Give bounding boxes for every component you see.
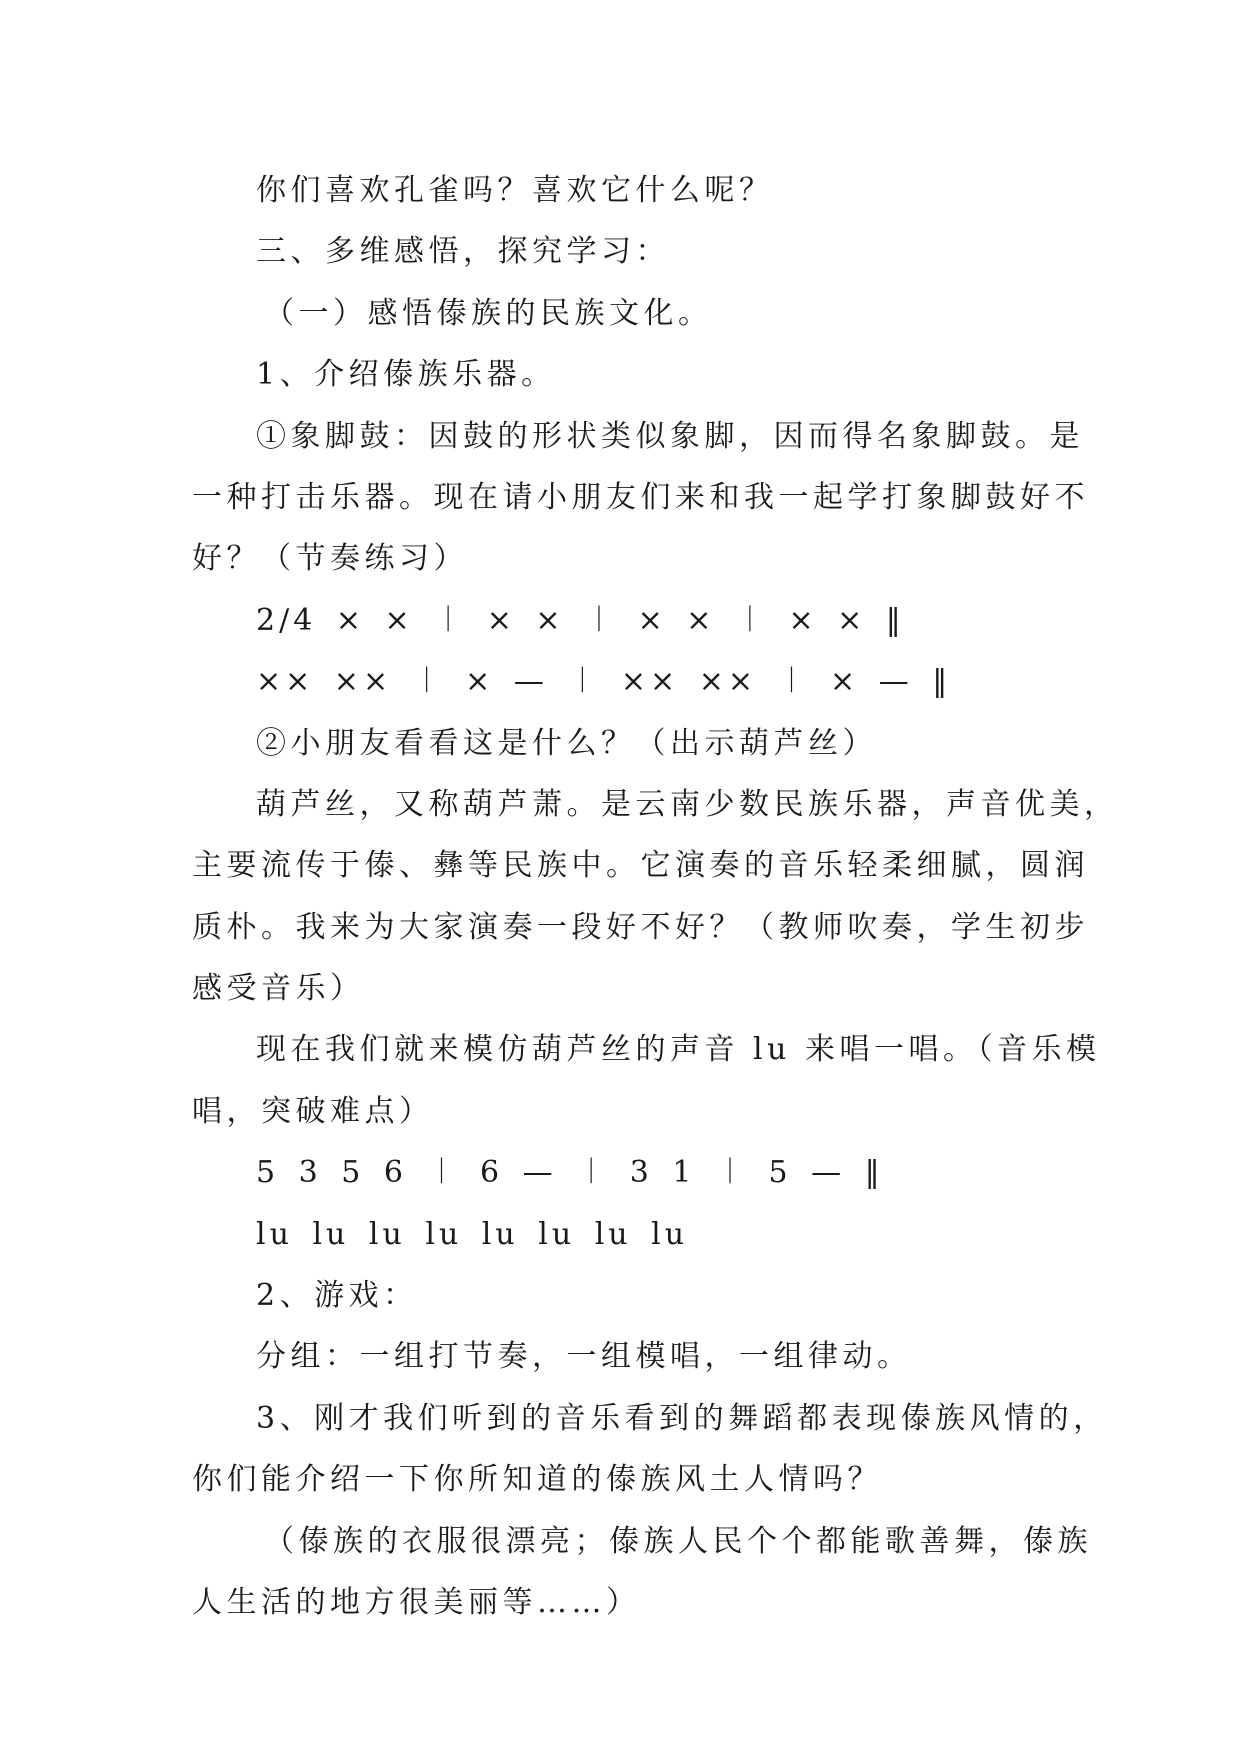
lyric-line: lu lu lu lu lu lu lu lu [256, 1216, 689, 1252]
document-body [192, 160, 1119, 1633]
paragraph-line: 主要流传于傣、彝等民族中。它演奏的音乐轻柔细腻，圆润 [192, 848, 1089, 884]
paragraph-line: 唱，突破难点） [192, 1093, 434, 1129]
section-heading: 三、多维感悟，探究学习： [256, 234, 670, 270]
paragraph-line: 质朴。我来为大家演奏一段好不好？（教师吹奏，学生初步 [192, 909, 1089, 945]
paragraph-line: 葫芦丝，又称葫芦萧。是云南少数民族乐器，声音优美， [256, 786, 1119, 822]
paragraph-line: 现在我们就来模仿葫芦丝的声音 lu 来唱一唱。（音乐模 [256, 1032, 1101, 1068]
paragraph-line: 人生活的地方很美丽等……） [192, 1584, 641, 1620]
paragraph-line: 一种打击乐器。现在请小朋友们来和我一起学打象脚鼓好不 [192, 479, 1089, 515]
paragraph-line: 分组：一组打节奏，一组模唱，一组律动。 [256, 1339, 912, 1375]
item-heading: 2、游戏： [256, 1278, 418, 1314]
paragraph-line: 3、刚才我们听到的音乐看到的舞蹈都表现傣族风情的， [256, 1400, 1108, 1436]
paragraph-line: ②小朋友看看这是什么？（出示葫芦丝） [256, 725, 877, 761]
paragraph-line: 你们喜欢孔雀吗？喜欢它什么呢？ [256, 173, 774, 208]
item-heading: 1、介绍傣族乐器。 [256, 357, 556, 393]
rhythm-notation-line: ×× ×× ︱ × — ︱ ×× ×× ︱ × — ‖ [256, 664, 952, 700]
paragraph-line: 感受音乐） [192, 971, 365, 1007]
paragraph-line: 你们能介绍一下你所知道的傣族风土人情吗？ [192, 1462, 882, 1498]
paragraph-line: ①象脚鼓：因鼓的形状类似象脚，因而得名象脚鼓。是 [256, 418, 1084, 454]
paragraph-line: 好？（节奏练习） [192, 541, 468, 577]
melody-notation-line: 5 3 5 6 ︱ 6 — ︱ 3 1 ︱ 5 — ‖ [256, 1155, 884, 1191]
rhythm-notation-line: 2/4 × × ︱ × × ︱ × × ︱ × × ‖ [256, 602, 905, 638]
paragraph-line: （傣族的衣服很漂亮；傣族人民个个都能歌善舞，傣族 [264, 1523, 1092, 1559]
subsection-heading: （一）感悟傣族的民族文化。 [264, 295, 713, 331]
